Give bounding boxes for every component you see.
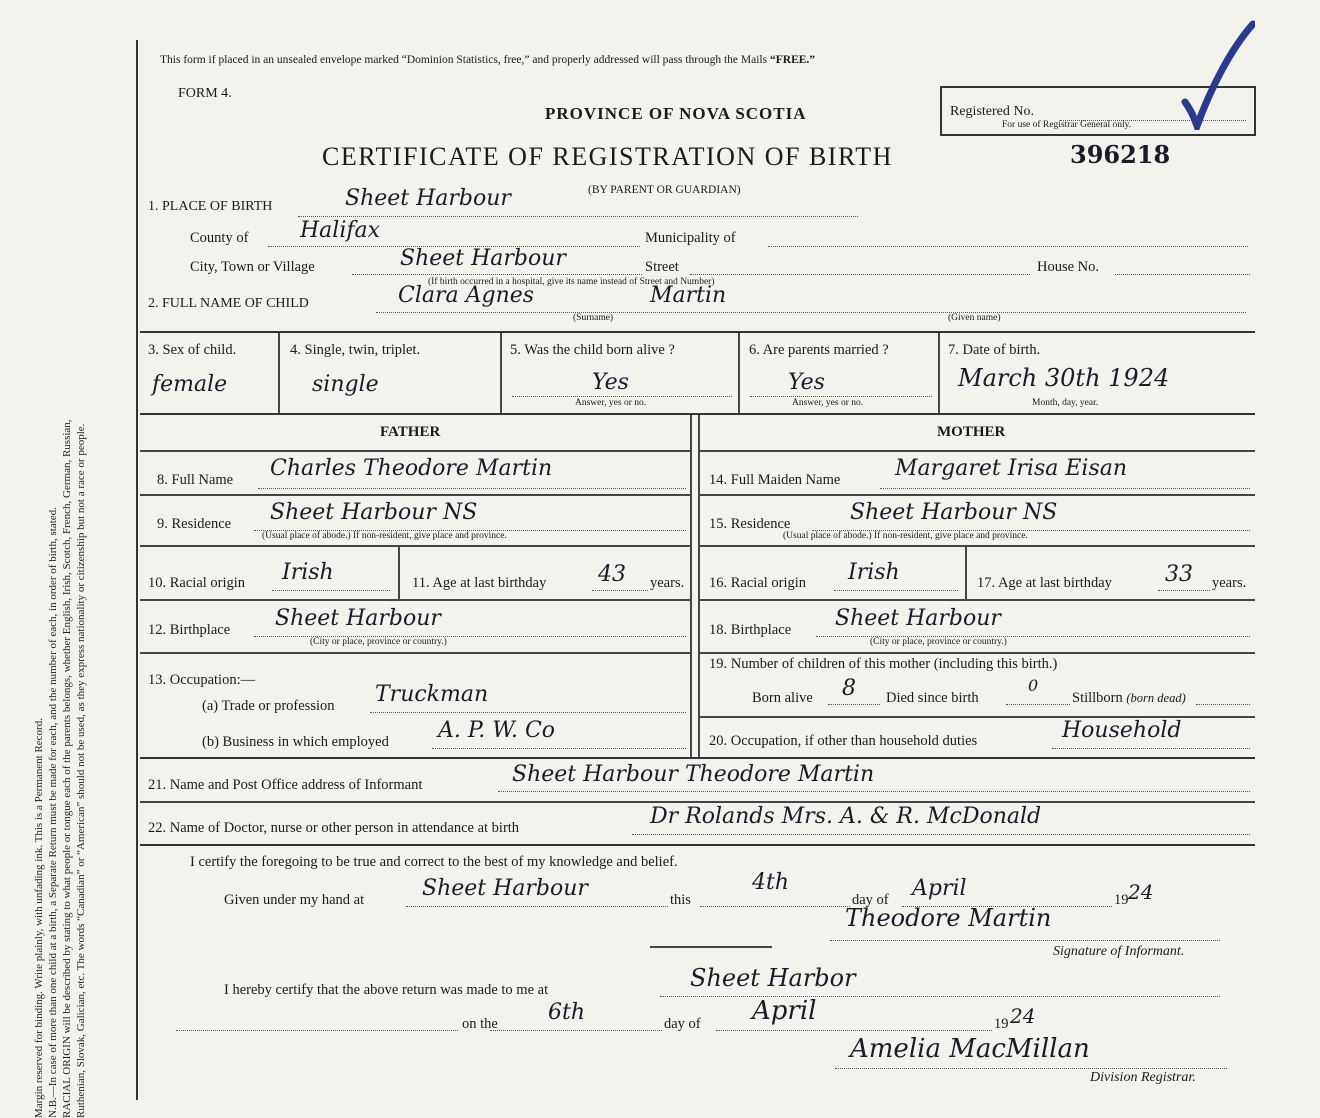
mother-children-label: 19. Number of children of this mother (including this birth.): [709, 656, 1058, 672]
place-of-birth-label: 1. PLACE OF BIRTH: [148, 199, 273, 214]
father-name-label: 8. Full Name: [157, 472, 234, 488]
father-age-label: 11. Age at last birthday: [412, 575, 547, 591]
registrar-statement: I hereby certify that the above return was made to me at: [224, 982, 549, 998]
mother-residence-label: 15. Residence: [709, 516, 791, 532]
given-year-prefix: 19: [1114, 892, 1129, 908]
married-value: Yes: [788, 370, 825, 395]
father-name-line: [258, 488, 686, 489]
city-line: [352, 274, 642, 275]
mother-died-line: [1006, 704, 1070, 705]
child-name-line: [376, 312, 1246, 313]
father-birthplace-value: Sheet Harbour: [275, 606, 441, 631]
father-age-value: 43: [598, 562, 626, 587]
place-of-birth-line: [298, 216, 858, 217]
given-name-caption: (Given name): [948, 313, 1001, 323]
reg-day-line: [490, 1030, 662, 1031]
mother-rule-4: [700, 599, 1255, 601]
registrar-signature: Amelia MacMillan: [850, 1034, 1090, 1064]
reg-year-prefix: 19: [994, 1016, 1009, 1032]
born-alive-value: Yes: [592, 370, 629, 395]
mother-age-value: 33: [1165, 562, 1193, 587]
registrar-signature-caption: Division Registrar.: [1090, 1070, 1196, 1085]
certify-statement: I certify the foregoing to be true and correct to the best of my knowledge and belief.: [190, 854, 678, 870]
father-occupation-label: 13. Occupation:—: [148, 672, 256, 688]
dob-caption: Month, day, year.: [1032, 398, 1099, 408]
father-birthplace-label: 12. Birthplace: [148, 622, 231, 638]
certificate-title: CERTIFICATE OF REGISTRATION OF BIRTH: [322, 142, 893, 171]
mother-rule-1: [700, 450, 1255, 452]
certificate-number: 396218: [1070, 140, 1171, 169]
mother-racial-line: [834, 590, 958, 591]
informant-label: 21. Name and Post Office address of Informant: [148, 777, 423, 793]
parents-divider-2: [698, 415, 700, 757]
binding-margin-notes: [32, 58, 88, 1118]
city-label: City, Town or Village: [190, 259, 315, 275]
father-business-value: A. P. W. Co: [438, 718, 556, 743]
day-of-label: day of: [852, 892, 889, 908]
informant-signature-line: [830, 940, 1220, 941]
given-place-line: [406, 906, 668, 907]
house-no-label: House No.: [1037, 259, 1100, 275]
father-years-label: years.: [650, 575, 685, 591]
this-label: this: [670, 892, 691, 908]
father-racial-value: Irish: [282, 560, 334, 585]
house-no-line: [1115, 274, 1250, 275]
doctor-value: Dr Rolands Mrs. A. & R. McDonald: [650, 804, 1042, 829]
registered-no-label: Registered No.: [950, 104, 1034, 119]
mother-stillborn-label: Stillborn (born dead): [1072, 690, 1186, 706]
county-value: Halifax: [300, 218, 381, 243]
father-residence-value: Sheet Harbour NS: [270, 500, 478, 525]
margin-line-2: N.B.—In case of more than one child at a birth, a Separate Return must be made for each, and the number of each, in order of birth, stated.: [47, 507, 59, 1118]
mother-birthplace-value: Sheet Harbour: [835, 606, 1001, 631]
plurality-value: single: [312, 372, 379, 397]
mother-age-label: 17. Age at last birthday: [977, 575, 1112, 591]
father-racial-line: [272, 590, 390, 591]
father-racial-divider: [398, 547, 400, 599]
mother-racial-label: 16. Racial origin: [709, 575, 807, 591]
mother-racial-divider: [965, 547, 967, 599]
married-label: 6. Are parents married ?: [749, 342, 889, 358]
married-line: [750, 396, 932, 397]
father-rule-1: [140, 450, 690, 452]
divider-4-5: [500, 333, 502, 413]
mother-stillborn-line: [1196, 704, 1250, 705]
mother-occupation-line: [1052, 748, 1250, 749]
mother-born-alive-line: [828, 704, 880, 705]
father-rule-4: [140, 599, 690, 601]
informant-line: [498, 791, 1250, 792]
father-name-value: Charles Theodore Martin: [270, 456, 553, 481]
father-residence-caption: (Usual place of abode.) If non-resident, give place and province.: [262, 531, 507, 541]
dob-value: March 30th 1924: [958, 364, 1170, 392]
registrar-use-note: For use of Registrar General only.: [1002, 120, 1132, 130]
mother-age-line: [1158, 590, 1210, 591]
mother-racial-value: Irish: [848, 560, 900, 585]
hospital-note: (If birth occurred in a hospital, give its name instead of Street and Number): [428, 277, 715, 287]
given-month-value: April: [912, 876, 967, 901]
mother-rule-2: [700, 494, 1255, 496]
doctor-line: [632, 834, 1250, 835]
mother-occupation-label: 20. Occupation, if other than household duties: [709, 733, 978, 749]
sex-label: 3. Sex of child.: [148, 342, 237, 358]
check-mark-icon: [1175, 20, 1255, 130]
mother-name-line: [880, 488, 1250, 489]
child-surname: Martin: [650, 283, 727, 308]
mother-born-alive-value: 8: [842, 676, 856, 701]
child-name-label: 2. FULL NAME OF CHILD: [148, 296, 309, 311]
on-the-label: on the: [462, 1016, 498, 1032]
divider-3-4: [278, 333, 280, 413]
province-heading: PROVINCE OF NOVA SCOTIA: [545, 104, 807, 123]
mother-died-label: Died since birth: [886, 690, 979, 706]
rule-row-3-top: [140, 331, 1255, 333]
reg-month-line: [716, 1030, 992, 1031]
mail-notice: This form if placed in an unsealed envelope marked “Dominion Statistics, free,” and properly addressed will pass through the Mails “FREE.”: [160, 54, 816, 66]
municipality-line: [768, 246, 1248, 247]
street-line: [690, 274, 1030, 275]
registrar-place-value: Sheet Harbor: [690, 964, 856, 992]
binding-margin-rule: [136, 40, 138, 1100]
registrar-signature-line: [835, 1068, 1227, 1069]
mother-name-value: Margaret Irisa Eisan: [895, 456, 1128, 481]
city-value: Sheet Harbour: [400, 246, 566, 271]
informant-value: Sheet Harbour Theodore Martin: [512, 762, 875, 787]
certificate-subtitle: (BY PARENT OR GUARDIAN): [588, 184, 741, 196]
county-label: County of: [190, 230, 249, 246]
born-alive-label: 5. Was the child born alive ?: [510, 342, 675, 358]
reg-year-suffix: 24: [1010, 1004, 1036, 1028]
father-age-line: [592, 590, 648, 591]
mother-rule-3: [700, 545, 1255, 547]
reg-day-value: 6th: [548, 1000, 586, 1025]
father-residence-label: 9. Residence: [157, 516, 232, 532]
mother-rule-5: [700, 652, 1255, 654]
father-business-line: [432, 748, 686, 749]
father-trade-value: Truckman: [375, 682, 489, 707]
mother-years-label: years.: [1212, 575, 1247, 591]
mother-residence-caption: (Usual place of abode.) If non-resident, give place and province.: [783, 531, 1028, 541]
informant-signature: Theodore Martin: [845, 904, 1052, 932]
child-given-name: Clara Agnes: [398, 283, 535, 308]
certification-divider: [650, 946, 772, 948]
father-trade-line: [370, 712, 686, 713]
sex-value: female: [152, 372, 228, 397]
doctor-label: 22. Name of Doctor, nurse or other person in attendance at birth: [148, 820, 520, 836]
form-number: FORM 4.: [178, 86, 232, 101]
street-label: Street: [645, 259, 679, 275]
father-racial-label: 10. Racial origin: [148, 575, 246, 591]
surname-caption: (Surname): [573, 313, 614, 323]
divider-5-6: [738, 333, 740, 413]
mother-born-alive-label: Born alive: [752, 690, 813, 706]
father-business-label: (b) Business in which employed: [202, 734, 389, 750]
reg-day-of-label: day of: [664, 1016, 701, 1032]
margin-line-3: RACIAL ORIGIN will be described by stating to what people or tongue each of the parents belongs, whether English, Irish, Scotch, French, German, Russian,: [61, 419, 73, 1118]
mother-birthplace-label: 18. Birthplace: [709, 622, 792, 638]
mother-name-label: 14. Full Maiden Name: [709, 472, 841, 488]
given-under-label: Given under my hand at: [224, 892, 365, 908]
place-of-birth-value: Sheet Harbour: [345, 186, 511, 211]
mother-residence-value: Sheet Harbour NS: [850, 500, 1058, 525]
given-day-value: 4th: [752, 870, 790, 895]
mother-birthplace-caption: (City or place, province or country.): [870, 637, 1007, 647]
rule-21-22: [140, 801, 1255, 803]
given-day-line: [700, 906, 850, 907]
mother-died-value: 0: [1028, 676, 1039, 695]
father-rule-5: [140, 652, 690, 654]
rule-parents-bottom: [140, 757, 1255, 759]
father-trade-label: (a) Trade or profession: [202, 698, 335, 714]
rule-22-bottom: [140, 844, 1255, 846]
mother-heading: MOTHER: [937, 424, 1006, 440]
parents-divider: [690, 415, 692, 757]
on-the-lead-line: [176, 1030, 458, 1031]
informant-signature-caption: Signature of Informant.: [1053, 944, 1185, 959]
born-alive-line: [512, 396, 732, 397]
father-heading: FATHER: [380, 424, 441, 440]
plurality-label: 4. Single, twin, triplet.: [290, 342, 421, 358]
father-rule-3: [140, 545, 690, 547]
mother-occupation-value: Household: [1062, 718, 1182, 743]
margin-line-4: Ruthenian, Slovak, Galician, etc. The words “Canadian” or “American” should not be used, as they express nationality or citizenship but not a race or people.: [75, 423, 87, 1118]
given-year-suffix: 24: [1128, 880, 1154, 904]
registrar-place-line: [660, 996, 1220, 997]
given-place-value: Sheet Harbour: [422, 876, 588, 901]
father-rule-2: [140, 494, 690, 496]
reg-month-value: April: [752, 996, 817, 1026]
margin-line-1: Margin reserved for binding. Write plainly, with unfading ink. This is a Permanent Record.: [33, 718, 45, 1118]
dob-label: 7. Date of birth.: [948, 342, 1041, 358]
born-alive-caption: Answer, yes or no.: [575, 398, 647, 408]
municipality-label: Municipality of: [645, 230, 736, 246]
married-caption: Answer, yes or no.: [792, 398, 864, 408]
divider-6-7: [938, 333, 940, 413]
father-birthplace-caption: (City or place, province or country.): [310, 637, 447, 647]
